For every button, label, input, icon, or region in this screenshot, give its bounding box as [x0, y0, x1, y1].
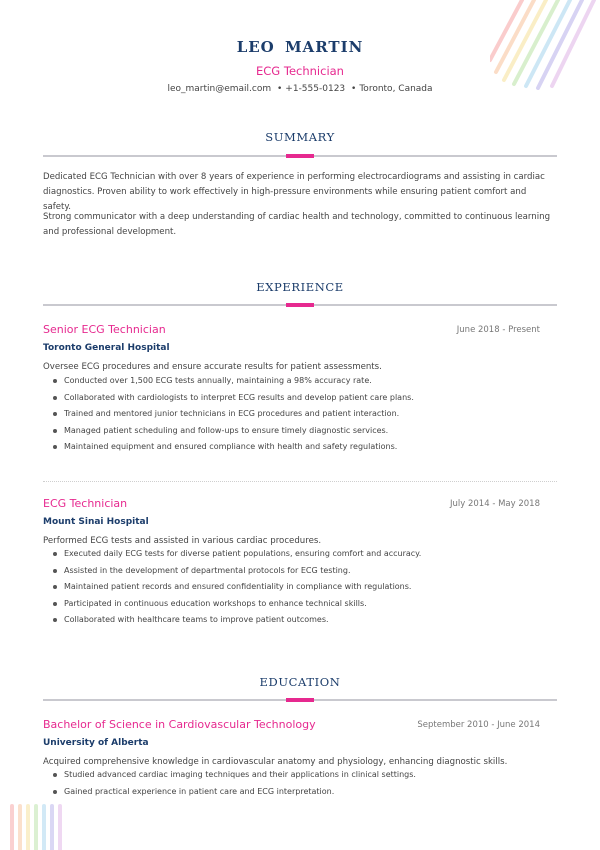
divider-accent — [286, 698, 314, 702]
phone-text: +1-555-0123 — [285, 84, 346, 94]
list-item — [52, 564, 552, 581]
bullet-dot-icon — [53, 412, 57, 416]
list-item — [52, 407, 552, 424]
bullet-dot-icon — [53, 602, 57, 606]
bullet-dot-icon — [53, 429, 57, 433]
bullet-dot-icon — [53, 396, 57, 400]
bullet-text: Trained and mentored junior technicians in ECG procedures and patient interaction. — [64, 409, 400, 418]
divider-accent — [286, 154, 314, 158]
bullet-text: Managed patient scheduling and follow-ups to ensure timely diagnostic services. — [64, 425, 389, 435]
summary-paragraph: Strong communicator with a deep understanding of cardiac health and technology, committed to continuous learning and professional development. — [43, 212, 551, 237]
experience-heading: EXPERIENCE — [256, 280, 344, 294]
bullet-text: Executed daily ECG tests for diverse patient populations, ensuring comfort and accuracy. — [64, 549, 422, 558]
bullet-text: Collaborated with cardiologists to interpret ECG results and develop patient care plans. — [64, 392, 414, 402]
list-item — [52, 597, 552, 614]
list-item — [52, 391, 552, 408]
job-summary: Oversee ECG procedures and ensure accurate results for patient assessments. — [43, 362, 382, 372]
bullet-text: Gained practical experience in patient care and ECG interpretation. — [64, 786, 335, 796]
list-item — [52, 613, 552, 630]
bullet-dot-icon — [53, 618, 57, 622]
contact-line — [0, 84, 600, 94]
location-text: Toronto, Canada — [359, 84, 433, 94]
bullet-text: Conducted over 1,500 ECG tests annually, maintaining a 98% accuracy rate. — [64, 376, 372, 385]
email-text: leo_martin@email.com — [167, 84, 272, 94]
rainbow-bars-decoration — [0, 800, 80, 850]
bullet-text: Collaborated with healthcare teams to improve patient outcomes. — [64, 615, 329, 624]
bullet-text: Studied advanced cardiac imaging techniques and their applications in clinical settings. — [64, 770, 416, 779]
bullet-text: Assisted in the development of departmental protocols for ECG testing. — [64, 565, 351, 575]
bullet-text: Maintained equipment and ensured compliance with health and safety regulations. — [64, 442, 398, 451]
list-item — [52, 424, 552, 441]
bullet-dot-icon — [53, 379, 57, 383]
education-heading: EDUCATION — [259, 675, 341, 689]
bullet-dot-icon — [53, 552, 57, 556]
job-bullet-list — [52, 547, 552, 630]
degree-title: Bachelor of Science in Cardiovascular Technology — [43, 718, 316, 731]
summary-heading: SUMMARY — [265, 130, 335, 144]
job-bullet-list — [52, 374, 552, 457]
section-divider — [43, 699, 557, 701]
bullet-dot-icon — [53, 773, 57, 777]
job-title-headline: ECG Technician — [256, 64, 344, 78]
bullet-dot-icon — [53, 569, 57, 573]
education-dates: September 2010 - June 2014 — [417, 720, 540, 730]
list-item — [52, 440, 552, 457]
job-title: Senior ECG Technician — [43, 323, 166, 336]
job-dates: June 2018 - Present — [456, 325, 540, 335]
job-summary: Performed ECG tests and assisted in various cardiac procedures. — [43, 536, 322, 546]
list-item — [52, 374, 552, 391]
job-title: ECG Technician — [43, 497, 128, 510]
bullet-text: Participated in continuous education workshops to enhance technical skills. — [64, 598, 367, 608]
school-name: University of Alberta — [43, 738, 149, 748]
separator-dot: • — [276, 84, 283, 94]
company-name: Toronto General Hospital — [43, 343, 170, 353]
bullet-dot-icon — [53, 585, 57, 589]
job-separator — [43, 481, 557, 482]
education-bullet-list — [52, 768, 552, 801]
section-divider — [43, 155, 557, 157]
separator-dot: • — [351, 84, 357, 94]
list-item — [52, 580, 552, 597]
divider-accent — [286, 303, 314, 307]
education-summary: Acquired comprehensive knowledge in cardiovascular anatomy and physiology, enhancing diagnostic skills. — [43, 757, 508, 767]
bullet-text: Maintained patient records and ensured confidentiality in compliance with regulations. — [64, 582, 412, 591]
section-divider — [43, 304, 557, 306]
candidate-name: LEO MARTIN — [236, 38, 364, 56]
list-item — [52, 785, 552, 802]
bullet-dot-icon — [53, 790, 57, 794]
list-item — [52, 547, 552, 564]
bullet-dot-icon — [53, 445, 57, 449]
company-name: Mount Sinai Hospital — [43, 517, 149, 527]
list-item — [52, 768, 552, 785]
summary-paragraph: Dedicated ECG Technician with over 8 years of experience in performing electrocardiograms and assisting in cardiac diagnostics. Proven ability to work effectively in high-pressure environments while ensuring patient comfort and safety. — [43, 172, 545, 212]
job-dates: July 2014 - May 2018 — [450, 499, 540, 509]
